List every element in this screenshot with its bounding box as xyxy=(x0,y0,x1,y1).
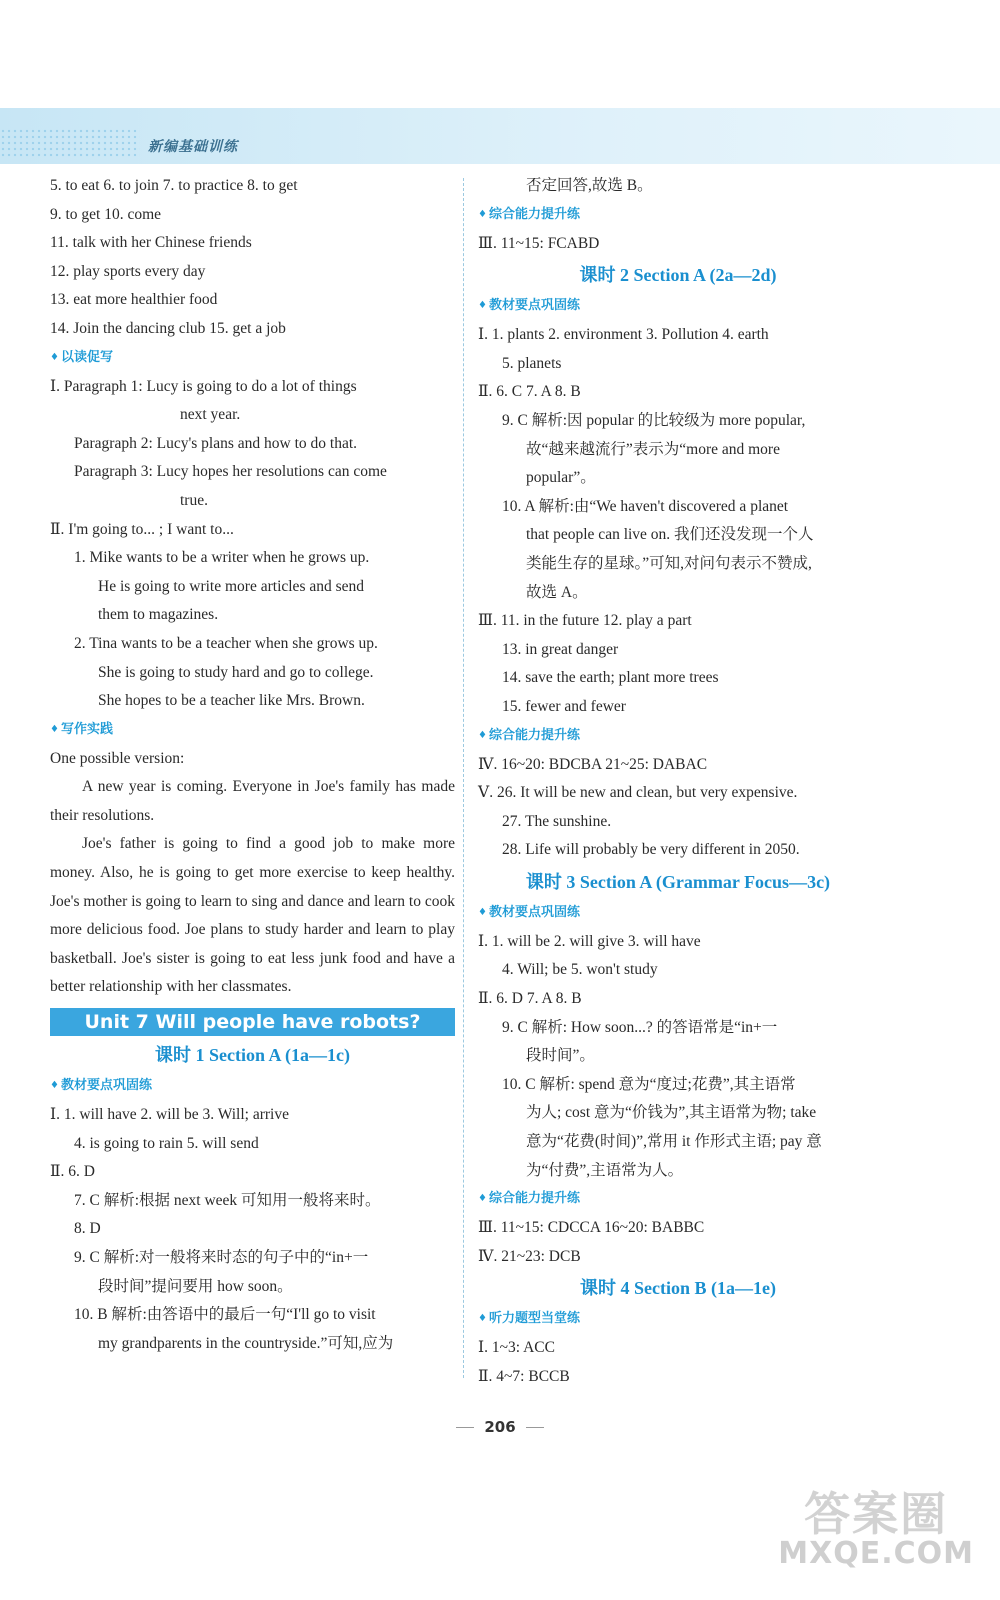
section-heading: ♦ 教材要点巩固练 xyxy=(50,1072,455,1101)
section-heading: ♦ 综合能力提升练 xyxy=(478,1185,878,1214)
column-divider xyxy=(463,178,464,1378)
answer-line: Ⅳ. 16~20: BDCBA 21~25: DABAC xyxy=(478,755,708,773)
answer-line: 为“付费”,主语常为人。 xyxy=(526,1161,684,1179)
answer-line: 15. fewer and fewer xyxy=(502,697,626,715)
answer-line: 28. Life will probably be very different in 2050. xyxy=(502,841,800,859)
answer-line: next year. xyxy=(180,406,241,424)
answer-line: 为人; cost 意为“价钱为”,其主语常为物; take xyxy=(526,1104,817,1122)
answer-line: Paragraph 3: Lucy hopes her resolutions can come xyxy=(74,463,387,481)
lesson-heading: 课时 3 Section A (Grammar Focus—3c) xyxy=(525,871,831,892)
answer-line: Ⅱ. I'm going to... ; I want to... xyxy=(50,520,234,538)
answer-line: 9. to get 10. come xyxy=(50,205,162,223)
section-heading: ♦ 综合能力提升练 xyxy=(478,722,878,751)
lesson-heading: 课时 2 Section A (2a—2d) xyxy=(579,265,777,286)
page-number-dash-right xyxy=(526,1427,544,1428)
page-number-text: 206 xyxy=(484,1418,516,1436)
answer-line: He is going to write more articles and send xyxy=(98,577,365,595)
answer-line: 故“越来越流行”表示为“more and more xyxy=(526,440,780,458)
answer-line: 故选 A。 xyxy=(526,583,588,601)
section-heading: ♦ 写作实践 xyxy=(50,716,455,745)
section-heading: ♦ 听力题型当堂练 xyxy=(478,1305,878,1334)
section-heading: ♦ 综合能力提升练 xyxy=(478,201,878,230)
watermark-logo xyxy=(778,1478,974,1571)
answer-line: 类能生存的星球。”可知,对问句表示不赞成, xyxy=(526,554,812,572)
answer-line: 5. to eat 6. to join 7. to practice 8. to get xyxy=(50,177,298,194)
unit-banner: Unit 7 Will people have robots? xyxy=(50,1008,455,1036)
answer-line: Ⅰ. 1. will be 2. will give 3. will have xyxy=(478,932,701,950)
answer-line: 12. play sports every day xyxy=(50,262,206,280)
answer-line: Ⅱ. 6. D xyxy=(50,1163,95,1181)
book-title: 新编基础训练 xyxy=(148,139,238,155)
answer-line: One possible version: xyxy=(50,749,185,767)
answer-line: 否定回答,故选 B。 xyxy=(526,177,653,194)
answer-line: She is going to study hard and go to college. xyxy=(98,663,374,681)
essay-paragraph: Joe's father is going to find a good job to make more money. Also, he is going to get more exercise to keep healthy. Joe's mother is going to learn to sing and dance and learn to cook more delicious food. Joe plans to study harder and learn to play basketball. Joe's sister is going to eat less junk food and have a better relationship with her classmates. xyxy=(50,835,455,996)
answer-line: 5. planets xyxy=(502,354,562,372)
watermark-line2: MXQE.COM xyxy=(778,1536,974,1571)
answer-line: Ⅰ. 1. plants 2. environment 3. Pollution 4. earth xyxy=(478,326,769,344)
answer-line: 14. save the earth; plant more trees xyxy=(502,669,719,687)
answer-line: Ⅳ. 21~23: DCB xyxy=(478,1247,581,1265)
answer-line: 4. is going to rain 5. will send xyxy=(74,1134,259,1152)
left-column xyxy=(50,172,455,1358)
right-column xyxy=(478,172,878,1392)
answer-line: Ⅴ. 26. It will be new and clean, but very expensive. xyxy=(478,784,798,802)
answer-line: 13. in great danger xyxy=(502,640,619,658)
section-heading: ♦ 以读促写 xyxy=(50,344,455,373)
answer-line: Paragraph 2: Lucy's plans and how to do that. xyxy=(74,434,358,452)
page-number-dash-left xyxy=(456,1427,474,1428)
answer-line: 段时间”。 xyxy=(526,1047,595,1065)
answer-line: 段时间”提问要用 how soon。 xyxy=(98,1277,293,1295)
answer-line: 10. A 解析:由“We haven't discovered a planet xyxy=(502,497,789,515)
answer-line: true. xyxy=(180,491,208,509)
answer-line: Ⅰ. Paragraph 1: Lucy is going to do a lot of things xyxy=(50,377,357,395)
answer-line: 9. C 解析:因 popular 的比较级为 more popular, xyxy=(502,411,806,429)
answer-line: Ⅲ. 11~15: CDCCA 16~20: BABBC xyxy=(478,1219,705,1237)
answer-line: 14. Join the dancing club 15. get a job xyxy=(50,319,286,337)
answer-line: my grandparents in the countryside.”可知,应为 xyxy=(98,1334,394,1352)
watermark-line1: 答案圈 xyxy=(804,1487,949,1541)
answer-line: Ⅲ. 11. in the future 12. play a part xyxy=(478,612,692,630)
lesson-heading: 课时 1 Section A (1a—1c) xyxy=(155,1045,350,1066)
answer-line: 27. The sunshine. xyxy=(502,812,612,830)
answer-line: 10. C 解析: spend 意为“度过;花费”,其主语常 xyxy=(502,1075,796,1093)
answer-line: Ⅱ. 4~7: BCCB xyxy=(478,1368,570,1385)
answer-line: Ⅱ. 6. D 7. A 8. B xyxy=(478,990,582,1008)
answer-line: 8. D xyxy=(74,1220,101,1238)
page-number xyxy=(0,1418,1000,1436)
answer-line: Ⅱ. 6. C 7. A 8. B xyxy=(478,383,581,401)
answer-line: popular”。 xyxy=(526,469,596,487)
answer-line: them to magazines. xyxy=(98,606,219,624)
answer-line: 7. C 解析:根据 next week 可知用一般将来时。 xyxy=(74,1191,381,1209)
section-heading: ♦ 教材要点巩固练 xyxy=(478,292,878,321)
answer-line: 11. talk with her Chinese friends xyxy=(50,234,252,252)
answer-line: Ⅰ. 1~3: ACC xyxy=(478,1339,555,1357)
answer-line: 1. Mike wants to be a writer when he grows up. xyxy=(74,549,370,567)
answer-line: Ⅰ. 1. will have 2. will be 3. Will; arrive xyxy=(50,1106,289,1124)
answer-line: 9. C 解析:对一般将来时态的句子中的“in+一 xyxy=(74,1249,369,1266)
answer-line: 4. Will; be 5. won't study xyxy=(502,961,658,979)
answer-line: She hopes to be a teacher like Mrs. Brown. xyxy=(98,692,365,710)
answer-line: 2. Tina wants to be a teacher when she grows up. xyxy=(74,634,378,652)
answer-line: Ⅲ. 11~15: FCABD xyxy=(478,234,600,252)
essay-paragraph: A new year is coming. Everyone in Joe's family has made their resolutions. xyxy=(50,778,455,824)
answer-line: that people can live on. 我们还没发现一个人 xyxy=(526,526,814,544)
answer-line: 9. C 解析: How soon...? 的答语常是“in+一 xyxy=(502,1018,778,1036)
header-dot-pattern xyxy=(0,128,140,158)
answer-line: 意为“花费(时间)”,常用 it 作形式主语; pay 意 xyxy=(526,1133,822,1151)
answer-line: 13. eat more healthier food xyxy=(50,291,218,309)
section-heading: ♦ 教材要点巩固练 xyxy=(478,899,878,928)
lesson-heading: 课时 4 Section B (1a—1e) xyxy=(580,1278,776,1299)
answer-line: 10. B 解析:由答语中的最后一句“I'll go to visit xyxy=(74,1306,376,1324)
